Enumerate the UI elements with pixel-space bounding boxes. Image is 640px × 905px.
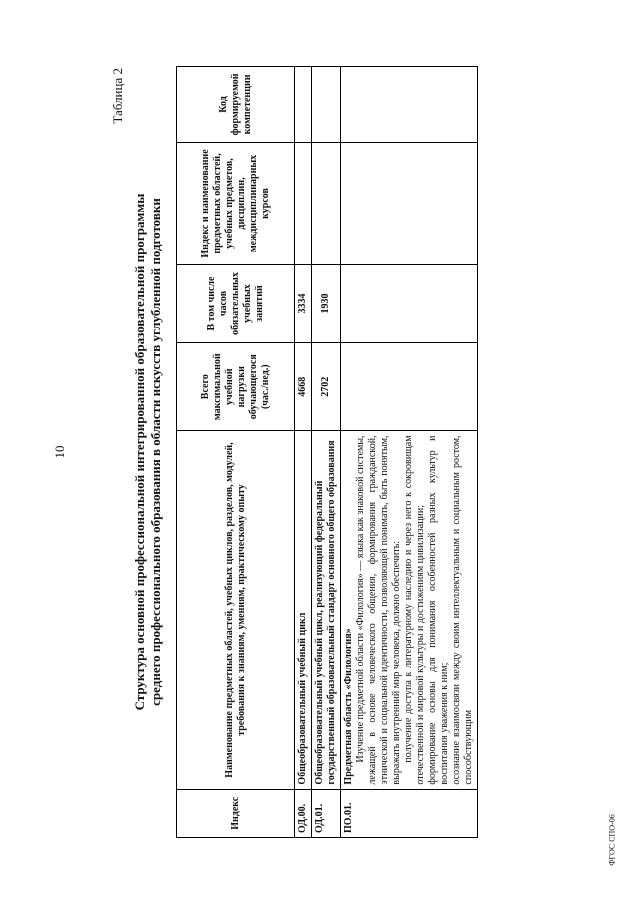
table-header-row: [177, 67, 295, 838]
row-index: ПО.01.: [341, 789, 478, 837]
row-name-cell: [341, 431, 478, 789]
table-row: [295, 67, 312, 838]
row-max-load: [341, 342, 478, 430]
row-paragraph-2: получение доступа к литературному наследию и через него к сокровищам отечественной и мировой культуры и достижениям цивилизации;: [403, 435, 426, 785]
header-index: Индекс: [177, 789, 295, 837]
row-paragraph-1: Изучение предметной области «Филология» — языка как знаковой системы, лежащей в основе человеческого общения, формирования гражданской, этнической и социальной идентичности, позволяющей понимать, быть понятым, выражать внутренний мир человека, должно обеспечить:: [355, 435, 402, 785]
table-label: Таблица 2: [110, 68, 125, 124]
footer-code: ФГОС СПО-06: [607, 814, 617, 866]
row-competence: [341, 67, 478, 143]
row-required: 1930: [312, 265, 341, 343]
row-max-load: 4668: [295, 342, 312, 430]
row-name: Общеобразовательный учебный цикл: [295, 431, 312, 789]
row-required: 3334: [295, 265, 312, 343]
title-line-2: среднего профессионального образования в области искусств углубленной подготовки: [148, 198, 163, 706]
table-row: [341, 67, 478, 838]
row-competence: [295, 67, 312, 143]
row-index: ОД.00.: [295, 789, 312, 837]
row-disciplines: [341, 142, 478, 264]
row-paragraph-3: формирование основы для понимания особенностей разных культур и воспитания уважения к ним;: [427, 435, 450, 785]
header-disciplines: Индекс и наименование предметных областей, учебных предметов, дисциплин, междисциплинарных курсов: [177, 142, 295, 264]
title-line-1: Структура основной профессиональной интегрированной образовательной программы: [132, 193, 147, 711]
row-competence: [312, 67, 341, 143]
header-name: Наименование предметных областей, учебных циклов, разделов, модулей, требования к знаниям, умениям, практическому опыту: [177, 431, 295, 789]
program-structure-table: [176, 66, 478, 838]
row-disciplines: [312, 142, 341, 264]
row-paragraph-4: осознание взаимосвязи между своим интеллектуальным и социальным ростом, способствующим: [451, 435, 474, 785]
document-title: [132, 62, 164, 842]
header-competence: Код формируемой компетенции: [177, 67, 295, 143]
header-required: В том числе часов обязательных учебных занятий: [177, 265, 295, 343]
row-name: Предметная область «Филология»: [343, 628, 354, 785]
row-disciplines: [295, 142, 312, 264]
row-max-load: 2702: [312, 342, 341, 430]
row-name: Общеобразовательный учебный цикл, реализующий федеральный государственный образовательный стандарт основного общего образования: [312, 431, 341, 789]
page-number: 10: [52, 445, 67, 459]
rotated-page-content: [110, 62, 580, 842]
table-row: [312, 67, 341, 838]
row-required: [341, 265, 478, 343]
header-max-load: Всего максимальной учебной нагрузки обучающегося (час./нед.): [177, 342, 295, 430]
row-index: ОД.01.: [312, 789, 341, 837]
